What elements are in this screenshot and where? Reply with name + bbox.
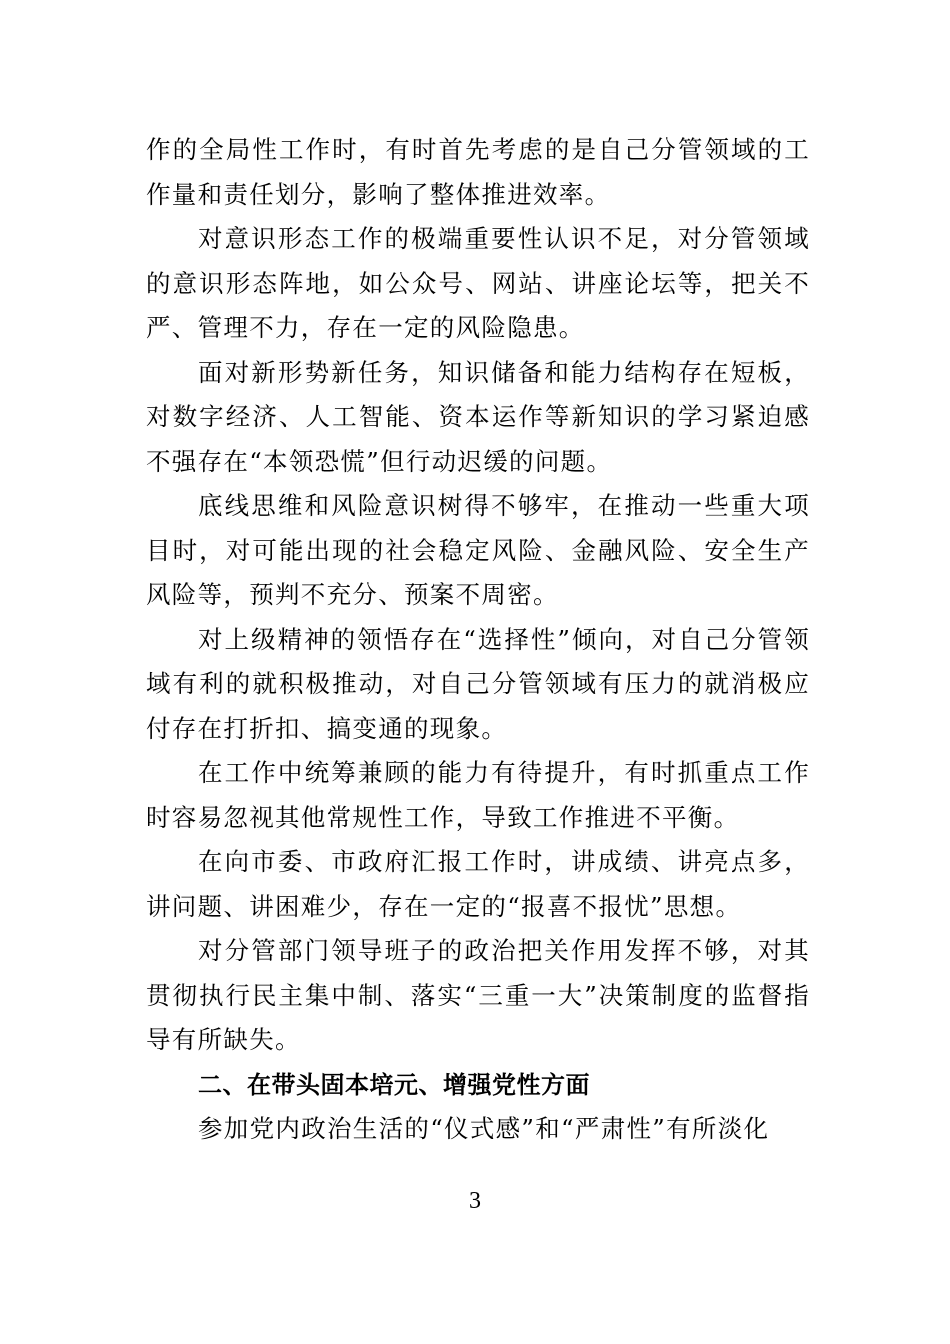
paragraph-coordination: 在工作中统筹兼顾的能力有待提升，有时抓重点工作时容易忽视其他常规性工作，导致工作推进不平衡。: [146, 758, 810, 832]
paragraph-continuation: 作的全局性工作时，有时首先考虑的是自己分管领域的工作量和责任划分，影响了整体推进效率。: [146, 135, 810, 209]
paragraph-reporting: 在向市委、市政府汇报工作时，讲成绩、讲亮点多，讲问题、讲困难少，存在一定的“报喜不报忧”思想。: [146, 847, 810, 921]
paragraph-party-life: 参加党内政治生活的“仪式感”和“严肃性”有所淡化: [198, 1114, 770, 1143]
section-heading: 二、在带头固本培元、增强党性方面: [198, 1070, 590, 1099]
paragraph-political-oversight: 对分管部门领导班子的政治把关作用发挥不够，对其贯彻执行民主集中制、落实“三重一大”决策制度的监督指导有所缺失。: [146, 936, 810, 1054]
paragraph-risk-awareness: 底线思维和风险意识树得不够牢，在推动一些重大项目时，对可能出现的社会稳定风险、金融风险、安全生产风险等，预判不充分、预案不周密。: [146, 491, 810, 609]
paragraph-ideology-work: 对意识形态工作的极端重要性认识不足，对分管领域的意识形态阵地，如公众号、网站、讲座论坛等，把关不严、管理不力，存在一定的风险隐患。: [146, 224, 810, 342]
paragraph-selective-understanding: 对上级精神的领悟存在“选择性”倾向，对自己分管领域有利的就积极推动，对自己分管领域有压力的就消极应付存在打折扣、搞变通的现象。: [146, 624, 810, 743]
document-body: [146, 128, 810, 1152]
page-number: 3: [469, 1188, 481, 1214]
paragraph-knowledge-gap: 面对新形势新任务，知识储备和能力结构存在短板，对数字经济、人工智能、资本运作等新知识的学习紧迫感不强存在“本领恐慌”但行动迟缓的问题。: [146, 357, 810, 476]
